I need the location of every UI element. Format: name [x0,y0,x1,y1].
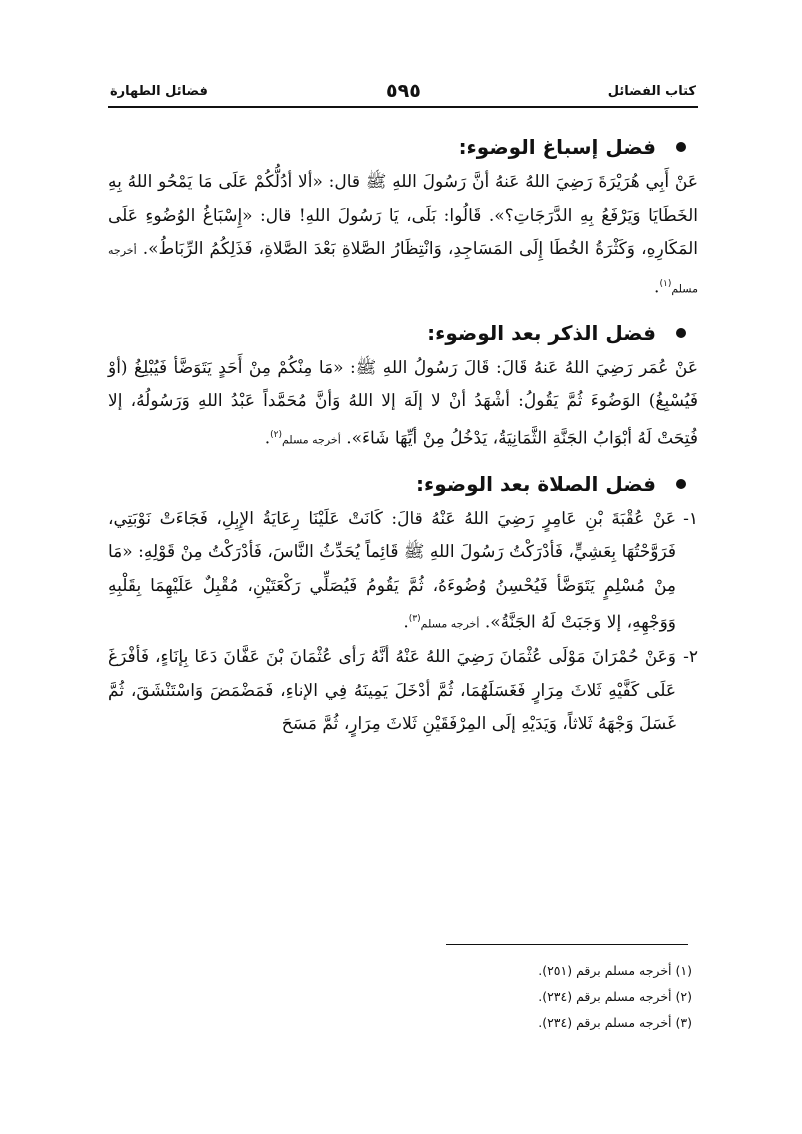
hadith-text: وَعَنْ حُمْرَانَ مَوْلَى عُثْمَانَ رَضِيَ اللهُ عَنْهُ أنَّهُ رَأى عُثْمَانَ بْنَ عَفَّانَ دَعَا بِإنَاءٍ، فَأفْرَغَ عَلَى كَفَّيْهِ ثَلاثَ مِرَارٍ فَغَسَلَهُمَا، ثُمَّ أدْخَلَ يَمِينَهُ فِي الإناءِ، فَمَضْمَضَ وَاسْتَنْشَقَ، ثُمَّ غَسَلَ وَجْهَهُ ثَلاثاً، وَيَدَيْهِ إلَى المِرْفَقَيْنِ ثَلاثَ مِرَارٍ، ثُمَّ مَسَحَ [108,647,676,735]
numbered-hadith [108,503,698,642]
section-heading [108,128,698,166]
hadith-text: عَنْ أَبِي هُرَيْرَةَ رَضِيَ اللهُ عَنهُ أنَّ رَسُولَ اللهِ ﷺ قال: «ألا أدُلُّكُمْ عَلَى مَا يَمْحُو اللهُ بِهِ الخَطَايَا وَيَرْفَعُ بِهِ الدَّرَجَاتِ؟». قَالُوا: بَلَى، يَا رَسُولَ اللهِ! قال: «إِسْبَاغُ الوُضُوءِ عَلَى المَكَارِهِ، وَكَثْرَةُ الخُطَا إِلَى المَسَاجِدِ، وَانْتِظَارُ الصَّلاةِ بَعْدَ الصَّلاةِ، فَذَلِكُمُ الرِّبَاطُ». [108,172,698,259]
bullet-icon [676,479,686,489]
bullet-icon [676,142,686,152]
footnote-divider [446,944,688,945]
citation: أخرجه مسلم [281,433,341,447]
footnote-reference: (٣) [408,614,421,625]
footnote: (١) أخرجه مسلم برقم (٢٥١). [538,963,692,978]
footnote: (٢) أخرجه مسلم برقم (٢٣٤). [538,989,692,1004]
section-title: فضل إسباغ الوضوء: [458,135,656,159]
hadith-text: عَنْ عُقْبَةَ بْنِ عَامِرٍ رَضِيَ اللهُ عَنْهُ قالَ: كَانَتْ عَلَيْنَا رِعَايَةُ الإِبِلِ، فَجَاءَتْ نَوْبَتِي، فَرَوَّحْتُهَا بِعَشِيٍّ، فَأدْرَكْتُ رَسُولَ اللهِ ﷺ قَائِماً يُحَدِّثُ النَّاسَ، فَأدْرَكْتُ مِنْ قَوْلِهِ: «مَا مِنْ مُسْلِمٍ يَتَوَضَّأ فَيُحْسِنُ وُضُوءَهُ، ثُمَّ يَقُومُ فَيُصَلِّي رَكْعَتَيْنِ، مُقْبِلٌ عَلَيْهِمَا بِقَلْبِهِ وَوَجْهِهِ، إلا وَجَبَتْ لَهُ الجَنَّةُ». [108,508,676,633]
footnote-reference: (٢) [270,429,282,440]
footnote-reference: (١) [659,278,672,289]
page-body [108,128,698,742]
footnote: (٣) أخرجه مسلم برقم (٢٣٤). [538,1015,692,1030]
page-number: ٥٩٥ [386,80,421,102]
sentence-end: . [654,277,660,298]
running-header [110,82,696,106]
numbered-hadith [108,641,698,742]
section-title: فضل الصلاة بعد الوضوء: [416,471,656,496]
section-heading [108,314,698,352]
header-divider [108,106,698,108]
hadith-paragraph [108,166,698,306]
item-number: ٢- [683,647,698,668]
section-heading [108,465,698,503]
section-title: فضل الذكر بعد الوضوء: [427,320,656,345]
book-title: كتاب الفضائل [607,84,696,99]
hadith-text: عَنْ عُمَر رَضِيَ اللهُ عَنهُ قَالَ: قَالَ رَسُولُ اللهِ ﷺ: «مَا مِنْكُمْ مِنْ أَحَدٍ يَتَوَضَّأ فَيُبْلِغُ (أوْ فَيُسْبِغُ) الوَضُوءَ ثُمَّ يَقُولُ: أشْهَدُ أنْ لا إلَهَ إلا اللهُ وَأنَّ مُحَمَّداً عَبْدُ اللهِ وَرَسُولُهُ، إلا فُتِحَتْ لَهُ أبْوَابُ الجَنَّةِ الثَّمَانِيَةُ، يَدْخُلُ مِنْ أيِّهَا شَاءَ». [108,357,698,449]
sentence-end: . [264,428,271,449]
item-number: ١- [683,508,698,529]
bullet-icon [676,328,686,338]
hadith-paragraph [108,503,676,642]
hadith-paragraph [108,641,676,742]
citation: أخرجه مسلم [420,617,480,631]
footnotes [108,958,696,1036]
hadith-paragraph [108,352,698,457]
sentence-end: . [403,612,409,633]
citation: أخرجه مسلم [108,244,698,296]
chapter-title: فضائل الطهارة [110,84,208,99]
